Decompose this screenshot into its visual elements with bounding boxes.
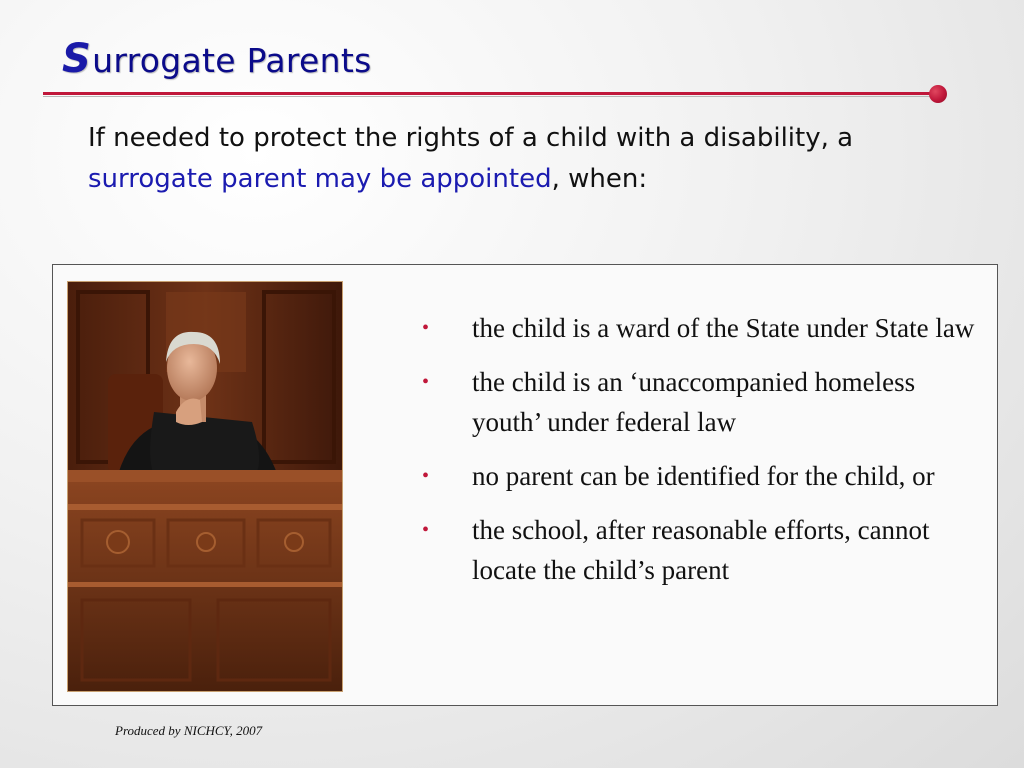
title-divider-shadow	[43, 96, 936, 97]
intro-text-end: , when:	[551, 164, 648, 194]
slide-title	[62, 36, 372, 82]
slide-title-text: urrogate Parents	[92, 41, 372, 80]
judge-photo	[67, 281, 343, 692]
footer-credit: Produced by NICHCY, 2007	[115, 723, 263, 738]
list-item-text: the child is a ward of the State under State law	[472, 313, 975, 343]
bullet-icon: •	[422, 317, 430, 339]
judge-photo-icon	[68, 282, 343, 692]
bullet-icon: •	[422, 519, 430, 541]
intro-text-start: If needed to protect the rights of a child with a disability, a	[88, 123, 854, 153]
list-item	[420, 308, 980, 348]
intro-paragraph	[88, 118, 868, 200]
list-item-text: the child is an ‘unaccompanied homeless youth’ under federal law	[472, 367, 916, 437]
title-divider-line	[43, 92, 936, 95]
list-item	[420, 456, 980, 496]
criteria-list	[420, 308, 980, 604]
list-item-text: the school, after reasonable efforts, cannot locate the child’s parent	[472, 515, 930, 585]
list-item	[420, 510, 980, 590]
intro-highlight: surrogate parent may be appointed	[88, 164, 552, 194]
bullet-icon: •	[422, 371, 430, 393]
list-item	[420, 362, 980, 442]
bullet-icon: •	[422, 465, 430, 487]
slide-title-initial: S	[62, 36, 92, 82]
title-divider-dot-icon	[929, 85, 947, 103]
list-item-text: no parent can be identified for the child, or	[472, 461, 935, 491]
